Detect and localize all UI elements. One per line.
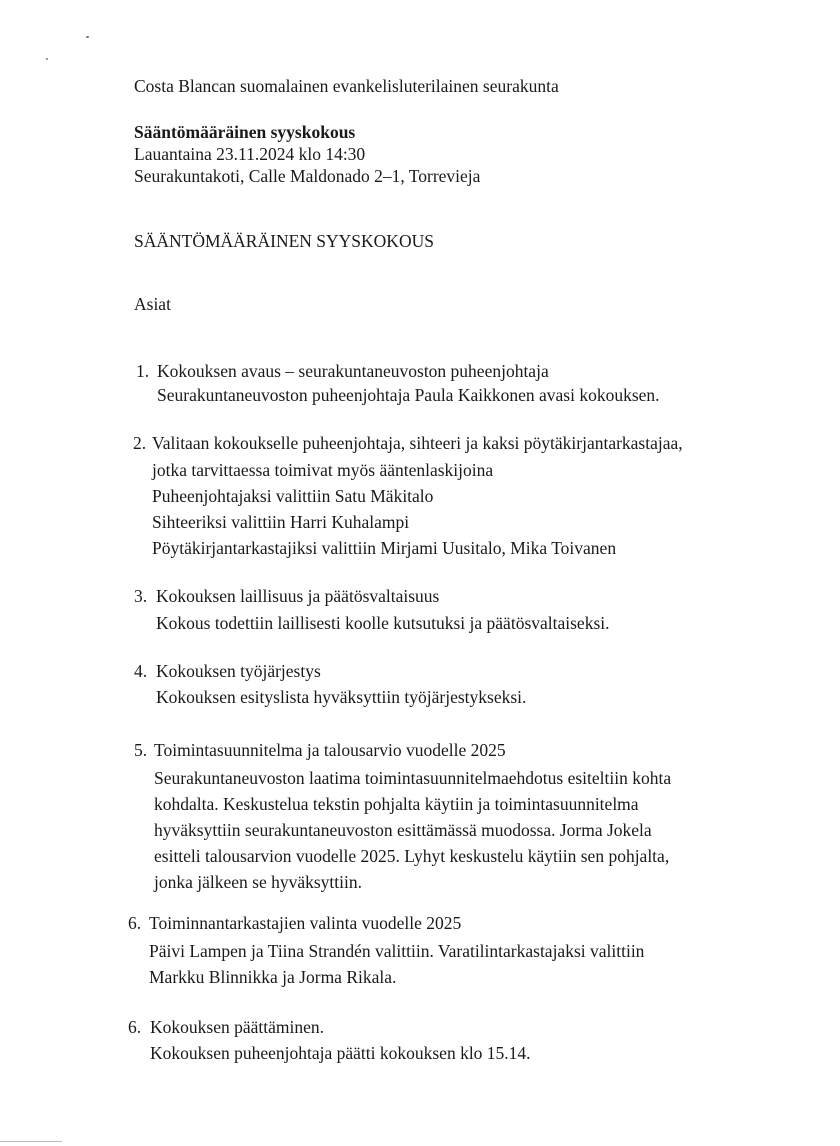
- organization-name: Costa Blancan suomalainen evankelisluterilainen seurakunta: [134, 76, 559, 96]
- agenda-item-number: 1.: [136, 361, 150, 381]
- agenda-item-number: 5.: [134, 740, 148, 760]
- agenda-item-text: Kokouksen esityslista hyväksyttiin työjärjestykseksi.: [156, 687, 527, 707]
- agenda-item-text: Sihteeriksi valittiin Harri Kuhalampi: [152, 512, 410, 532]
- agenda-item-title: Kokouksen työjärjestys: [156, 661, 321, 681]
- agenda-item-title: Valitaan kokoukselle puheenjohtaja, sihteeri ja kaksi pöytäkirjantarkastajaa,: [152, 433, 683, 453]
- agenda-item-title: Kokouksen avaus – seurakuntaneuvoston puheenjohtaja: [157, 361, 549, 381]
- agenda-item-number: 4.: [134, 661, 148, 681]
- agenda-item-title: Toiminnantarkastajien valinta vuodelle 2025: [149, 913, 462, 933]
- agenda-item-text: Kokouksen puheenjohtaja päätti kokouksen klo 15.14.: [150, 1043, 531, 1063]
- agenda-item-text: jotka tarvittaessa toimivat myös ääntenlaskijoina: [152, 460, 494, 480]
- agenda-item-text: jonka jälkeen se hyväksyttiin.: [154, 872, 363, 892]
- agenda-item-title: Kokouksen laillisuus ja päätösvaltaisuus: [156, 586, 440, 606]
- agenda-item-number: 2.: [133, 433, 147, 453]
- meeting-date-time: Lauantaina 23.11.2024 klo 14:30: [134, 144, 366, 164]
- meeting-location: Seurakuntakoti, Calle Maldonado 2–1, Torrevieja: [134, 166, 481, 186]
- agenda-item-text: Pöytäkirjantarkastajiksi valittiin Mirjami Uusitalo, Mika Toivanen: [152, 538, 617, 558]
- agenda-item-number: 6.: [128, 913, 142, 933]
- section-label: Asiat: [134, 294, 171, 314]
- agenda-item-number: 3.: [134, 586, 148, 606]
- meeting-title: Sääntömääräinen syyskokous: [134, 122, 356, 142]
- agenda-item-text: Seurakuntaneuvoston puheenjohtaja Paula Kaikkonen avasi kokouksen.: [157, 385, 660, 405]
- agenda-item-text: Päivi Lampen ja Tiina Strandén valittiin. Varatilintarkastajaksi valittiin: [149, 941, 645, 961]
- scan-speck: [86, 36, 89, 38]
- agenda-item-text: esitteli talousarvion vuodelle 2025. Lyhyt keskustelu käytiin sen pohjalta,: [154, 846, 670, 866]
- agenda-item-title: Toimintasuunnitelma ja talousarvio vuodelle 2025: [154, 740, 506, 760]
- agenda-item-text: Puheenjohtajaksi valittiin Satu Mäkitalo: [152, 486, 434, 506]
- agenda-item-text: kohdalta. Keskustelua tekstin pohjalta käytiin ja toimintasuunnitelma: [154, 794, 639, 814]
- agenda-item-text: Markku Blinnikka ja Jorma Rikala.: [149, 967, 397, 987]
- scan-edge-line: [0, 1141, 62, 1142]
- agenda-item-text: hyväksyttiin seurakuntaneuvoston esittämässä muodossa. Jorma Jokela: [154, 820, 652, 840]
- scan-speck: [46, 58, 48, 60]
- agenda-item-text: Kokous todettiin laillisesti koolle kutsutuksi ja päätösvaltaiseksi.: [156, 613, 610, 633]
- agenda-item-text: Seurakuntaneuvoston laatima toimintasuunnitelmaehdotus esiteltiin kohta: [154, 768, 672, 788]
- agenda-item-number: 6.: [128, 1017, 142, 1037]
- agenda-item-title: Kokouksen päättäminen.: [150, 1017, 324, 1037]
- document-heading: SÄÄNTÖMÄÄRÄINEN SYYSKOKOUS: [134, 231, 434, 251]
